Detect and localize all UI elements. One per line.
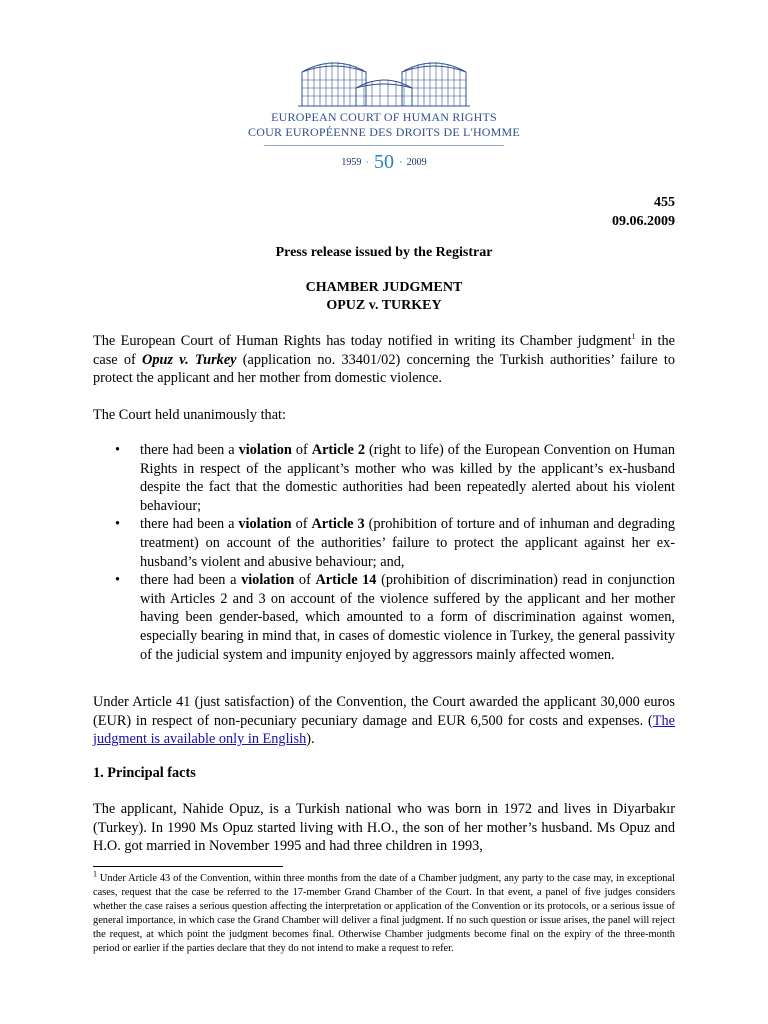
press-release-title: Press release issued by the Registrar xyxy=(275,245,493,260)
anniversary-end-year: 2009 xyxy=(406,157,427,168)
court-name-french: COUR EUROPÉENNE DES DROITS DE L'HOMME xyxy=(248,125,520,139)
press-release-number: 455 xyxy=(654,195,675,210)
anniversary-mark xyxy=(0,151,768,174)
press-release-date: 09.06.2009 xyxy=(612,214,675,229)
anniversary-number: 50 xyxy=(374,151,394,173)
anniversary-start-year: 1959 xyxy=(341,157,362,168)
footnote-reference[interactable]: 1 xyxy=(631,332,636,342)
list-item: • there had been a violation of Article 3 (prohibition of torture and of inhuman and degrading treatment) on account of the authorities’ failure to protect the applicant against her ex-husband’s violent and abusive behaviour; and, xyxy=(115,516,675,570)
bullet-icon: • xyxy=(115,516,121,533)
intro-text-b: in the case of xyxy=(93,333,675,368)
court-building-logo-icon xyxy=(294,50,474,110)
separator-dot-icon: · xyxy=(399,156,403,169)
separator-dot-icon: · xyxy=(365,156,369,169)
chamber-judgment-heading: CHAMBER JUDGMENT xyxy=(305,280,463,295)
footnote-text: Under Article 43 of the Convention, within three months from the date of a Chamber judgment, any party to the case may, in exceptional cases, request that the case be referred to the 17-member Grand Chamber of the Court. In that event, a panel of five judges considers whether the case raises a serious question affecting the interpretation or application of the Convention or its protocols, or a serious issue of general importance, in which case the Grand Chamber will deliver a final judgment. If no such question or issue arises, the panel will reject the request, at which point the judgment becomes final. Otherwise Chamber judgments become final on the expiry of the three-month period or earlier if the parties declare that they do not intend to make a request to refer. xyxy=(93,873,675,954)
letterhead-divider xyxy=(264,145,504,146)
section-heading-principal-facts: 1. Principal facts xyxy=(93,765,196,781)
intro-text-c: (application no. 33401/02) concerning the Turkish authorities’ failure to protect the applicant and her mother from domestic violence. xyxy=(93,351,675,387)
court-name-english: EUROPEAN COURT OF HUMAN RIGHTS xyxy=(271,110,497,124)
holding-intro: The Court held unanimously that: xyxy=(93,407,286,423)
footnote-divider xyxy=(93,866,283,867)
judgment-link[interactable]: The judgment is available only in English xyxy=(93,712,675,748)
just-satisfaction-paragraph: Under Article 41 (just satisfaction) of the Convention, the Court awarded the applicant 30,000 euros (EUR) in respect of non-pecuniary pecuniary damage and EUR 6,500 for costs and expenses. (The judgment is available only in English). xyxy=(93,694,675,748)
bullet-icon: • xyxy=(115,442,121,458)
intro-text-a: The European Court of Human Rights has today notified in writing its Chamber judgment xyxy=(93,333,632,349)
intro-paragraph xyxy=(93,332,675,388)
list-item: • there had been a violation of Article 14 (prohibition of discrimination) read in conjunction with Articles 2 and 3 on account of the violence suffered by the applicant and her mother having been gender-based, which amounted to a form of discrimination against women, especially bearing in mind that, in cases of domestic violence in Turkey, the general passivity of the judicial system and impunity enjoyed by aggressors mainly affected women. xyxy=(115,572,675,663)
case-name: Opuz v. Turkey xyxy=(142,351,237,368)
bullet-icon: • xyxy=(115,572,121,589)
footnote-mark: 1 xyxy=(93,869,97,879)
press-release-reference xyxy=(612,193,675,231)
holdings-list xyxy=(93,441,675,664)
case-name-heading: OPUZ v. TURKEY xyxy=(326,298,442,313)
principal-facts-paragraph: The applicant, Nahide Opuz, is a Turkish national who was born in 1972 and lives in Diyarbakır (Turkey). In 1990 Ms Opuz started living with H.O., the son of her mother’s husband. Ms Opuz and H.O. got married in November 1995 and had three children in 1993, xyxy=(93,801,675,855)
list-item: • there had been a violation of Article 2 (right to life) of the European Convention on Human Rights in respect of the applicant’s mother who was killed by the applicant’s ex-husband despite the fact that the domestic authorities had been repeatedly alerted about his violent behaviour; xyxy=(115,442,675,514)
footnote xyxy=(93,869,675,956)
